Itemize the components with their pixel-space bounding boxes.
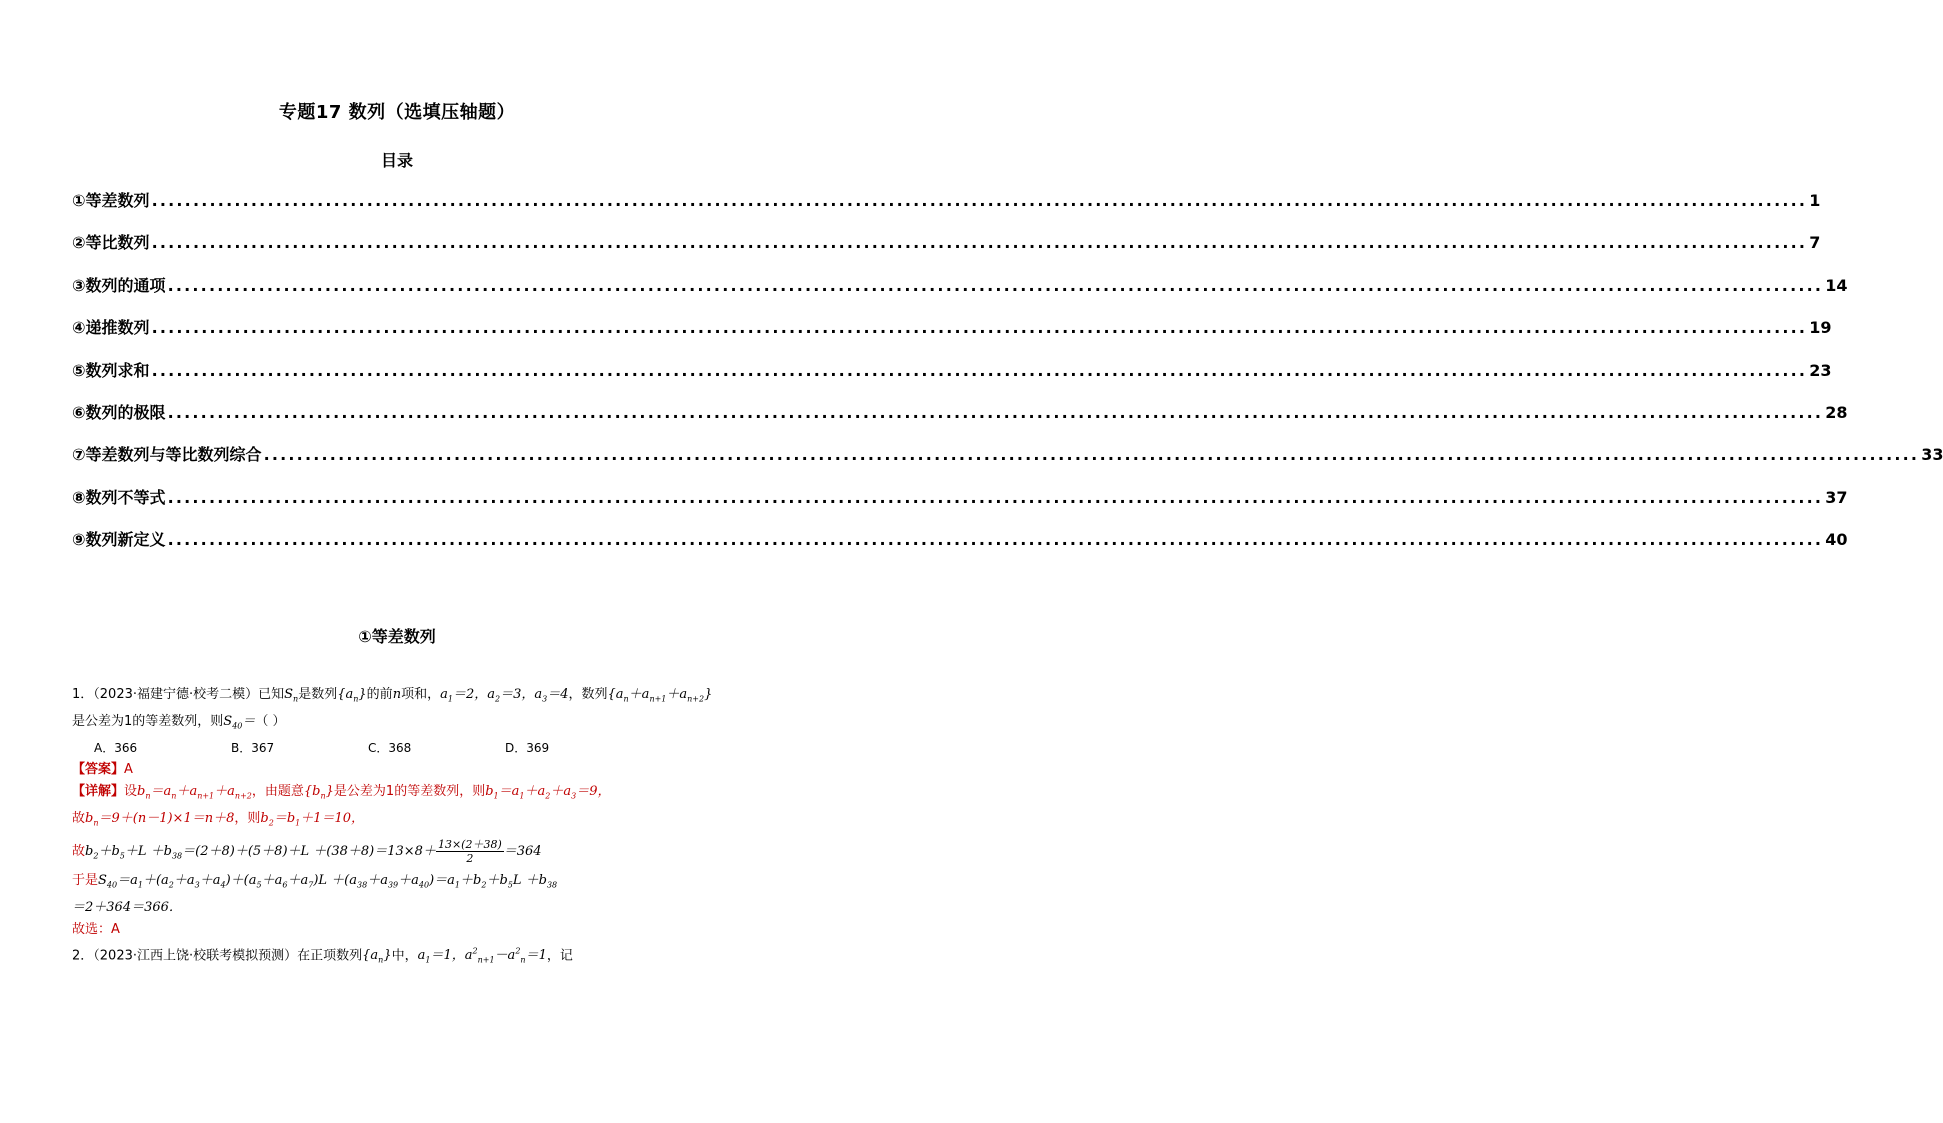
q1-detail-line2: 故$b_n=9+(n-1)\times 1=n+8$，则$b_2=b_1+1=10$， xyxy=(72,810,365,828)
toc-item-page: 14 xyxy=(1825,275,1848,295)
toc-item[interactable] xyxy=(72,230,1821,272)
toc-leader-dots: ........................................................................................................................................................................................................ xyxy=(151,233,1808,253)
toc-leader-dots: ........................................................................................................................................................................................................ xyxy=(167,487,1824,507)
toc-item-page: 23 xyxy=(1809,360,1832,380)
toc-leader-dots: ........................................................................................................................................................................................................ xyxy=(167,402,1824,422)
toc-item-page: 37 xyxy=(1825,487,1848,507)
toc-item-label: ③数列的通项 xyxy=(72,275,166,295)
option-a[interactable]: A．366 xyxy=(94,741,138,756)
toc-item-label: ④递推数列 xyxy=(72,318,150,338)
toc-item-page: 1 xyxy=(1809,191,1821,210)
toc-item[interactable] xyxy=(72,400,1848,442)
option-d[interactable]: D．369 xyxy=(505,741,550,756)
toc-item-label: ⑧数列不等式 xyxy=(72,487,166,507)
toc-item-label: ⑤数列求和 xyxy=(72,360,150,380)
toc-leader-dots: ........................................................................................................................................................................................................ xyxy=(151,360,1808,380)
q1-stem-line1: 1．（2023·福建宁德·校考二模）已知$S_n$是数列$\{a_n\}$的前n项和，$a_1=2$，$a_2=3$，$a_3=4$，数列$\{a_n+a_{n+1}+a_{n+2}\}$ xyxy=(72,687,713,704)
toc-item-page: 33 xyxy=(1921,445,1943,465)
q1-detail-line4: 于是$S_{40}=a_1+(a_2+a_3+a_4)+(a_5+a_6+a_7)L +(a_{38}+a_{39}+a_{40})=a_1+b_2+b_5L +b_{38}$ xyxy=(72,873,558,890)
toc-leader-dots: ........................................................................................................................................................................................................ xyxy=(151,191,1808,210)
toc-item-page: 7 xyxy=(1809,233,1821,253)
option-b[interactable]: B．367 xyxy=(231,741,275,756)
toc-leader-dots: ........................................................................................................................................................................................................ xyxy=(167,275,1824,295)
toc-heading: 目录 xyxy=(380,151,413,170)
table-of-contents xyxy=(72,188,1943,570)
q1-stem-line2: 是公差为1的等差数列，则$S_{40}=$（ ） xyxy=(72,713,286,731)
toc-item-label: ⑥数列的极限 xyxy=(72,402,166,422)
toc-leader-dots: ........................................................................................................................................................................................................ xyxy=(167,530,1824,550)
q1-detail-line1: 【详解】设$b_n=a_n+a_{n+1}+a_{n+2}$，由题意$\{b_n\}$是公差为1的等差数列，则$b_1=a_1+a_2+a_3=9$， xyxy=(72,784,611,801)
option-c[interactable]: C．368 xyxy=(368,741,412,756)
toc-item[interactable] xyxy=(72,527,1848,569)
toc-item-page: 19 xyxy=(1809,318,1832,338)
toc-item[interactable] xyxy=(72,358,1832,400)
toc-item-label: ①等差数列 xyxy=(72,191,150,210)
toc-item[interactable] xyxy=(72,315,1832,357)
toc-item[interactable] xyxy=(72,188,1821,230)
toc-leader-dots: ........................................................................................................................................................................................................ xyxy=(151,318,1808,338)
toc-item[interactable] xyxy=(72,273,1848,315)
q1-answer: 【答案】A xyxy=(72,762,133,778)
question-2-stem: 2．（2023·江西上饶·校联考模拟预测）在正项数列$\{a_n\}$中，$a_1=1$，$a^2_{n+1}-a^2_n=1$，记 xyxy=(72,946,573,965)
q1-options xyxy=(94,737,732,759)
toc-item-label: ⑦等差数列与等比数列综合 xyxy=(72,445,262,465)
section-heading: ①等差数列 xyxy=(358,627,436,646)
question-1 xyxy=(72,684,732,972)
page-title: 专题17 数列（选填压轴题） xyxy=(278,102,516,123)
toc-item[interactable] xyxy=(72,442,1943,484)
toc-item-label: ⑨数列新定义 xyxy=(72,530,166,550)
toc-item-page: 28 xyxy=(1825,402,1848,422)
q1-detail-line3: 故$b_2+b_5+L +b_{38}=(2+8)+(5+8)+L +(38+8)=13\times 8+$ $\frac{13\times(2+38)}{2}$ ＝364 xyxy=(72,838,542,866)
toc-item-label: ②等比数列 xyxy=(72,233,150,253)
toc-item[interactable] xyxy=(72,485,1848,527)
toc-item-page: 40 xyxy=(1825,530,1848,550)
toc-leader-dots: ........................................................................................................................................................................................................ xyxy=(263,445,1920,465)
q1-detail-line5: ＝2＋364＝366． xyxy=(72,899,182,915)
q1-choose: 故选：A xyxy=(72,921,120,937)
